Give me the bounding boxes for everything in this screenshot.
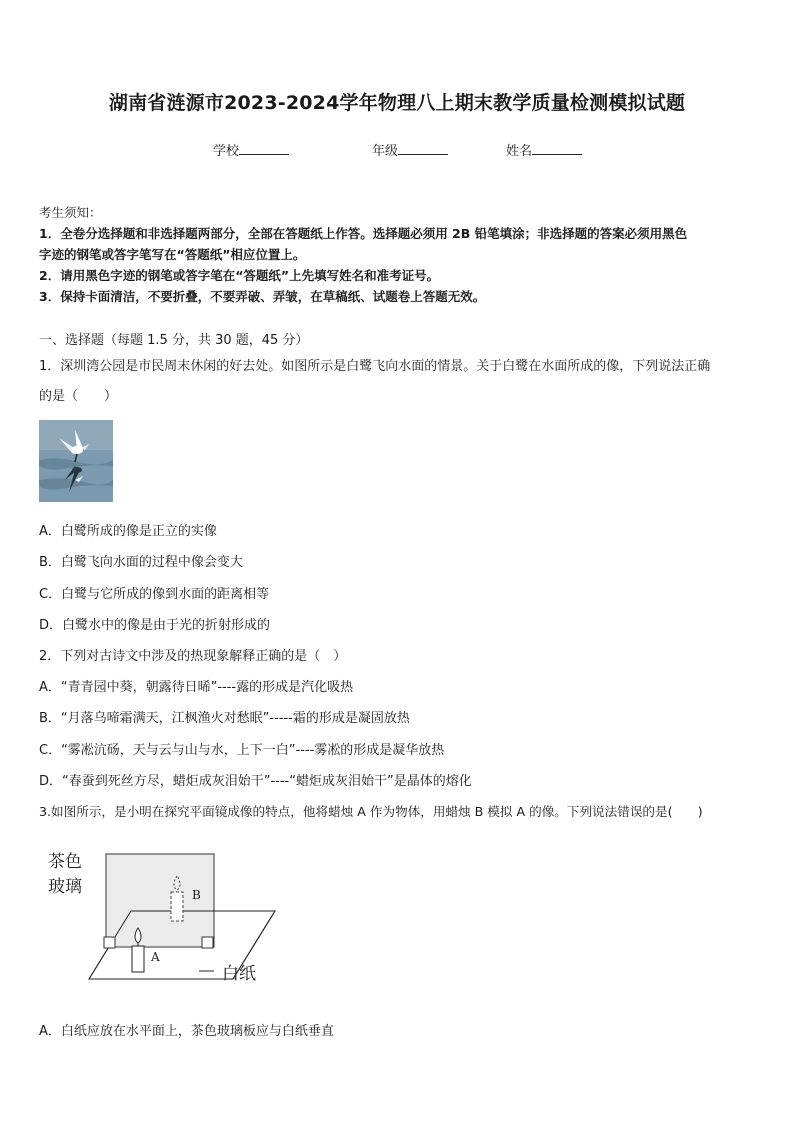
name-field xyxy=(506,140,582,159)
school-label: 学校 xyxy=(213,144,240,159)
candle-b-label: B xyxy=(192,888,201,902)
grade-label: 年级 xyxy=(372,144,399,159)
section-heading: 一、选择题（每题 1.5 分，共 30 题，45 分） xyxy=(39,333,309,348)
notice-item-1-line-2: 字迹的钢笔或答字笔写在“答题纸”相应位置上。 xyxy=(39,247,306,262)
question-1-option-d: D．白鹭水中的像是由于光的折射形成的 xyxy=(39,618,271,633)
grade-blank xyxy=(398,142,448,155)
paper-label: 白纸 xyxy=(222,964,256,984)
question-1-stem-line-1: 1．深圳湾公园是市民周末休闲的好去处。如图所示是白鹭飞向水面的情景。关于白鹭在水面所成的像，下列说法正确 xyxy=(39,359,711,374)
mirror-experiment-diagram xyxy=(42,842,282,992)
notice-item-2: 2．请用黑色字迹的钢笔或答字笔在“答题纸”上先填写姓名和准考证号。 xyxy=(39,268,440,283)
question-3-option-a: A．白纸应放在水平面上，茶色玻璃板应与白纸垂直 xyxy=(39,1024,334,1039)
question-2-option-b: B．“月落乌啼霜满天，江枫渔火对愁眠”-----霜的形成是凝固放热 xyxy=(39,711,410,726)
page-title: 湖南省涟源市2023-2024学年物理八上期末教学质量检测模拟试题 xyxy=(108,92,686,114)
grade-field xyxy=(372,140,448,159)
question-2-stem: 2．下列对古诗文中涉及的热现象解释正确的是（ ） xyxy=(39,649,347,664)
question-2-option-d: D．“春蚕到死丝方尽，蜡炬成灰泪始干”----“蜡炬成灰泪始干”是晶体的熔化 xyxy=(39,774,472,789)
glass-label-line-1: 茶色 xyxy=(48,852,82,872)
question-2-option-c: C．“雾凇沆砀，天与云与山与水，上下一白”----雾凇的形成是凝华放热 xyxy=(39,743,445,758)
candle-a-label: A xyxy=(151,950,160,964)
notice-item-1-line-1: 1．全卷分选择题和非选择题两部分，全部在答题纸上作答。选择题必须用 2B 铅笔填涂；非选择题的答案必须用黑色 xyxy=(39,226,688,241)
egret-illustration xyxy=(39,420,113,502)
school-blank xyxy=(239,142,289,155)
question-1-option-b: B．白鹭飞向水面的过程中像会变大 xyxy=(39,555,243,570)
glass-label-line-2: 玻璃 xyxy=(48,877,82,897)
egret-photo xyxy=(39,420,113,502)
name-label: 姓名 xyxy=(506,144,533,159)
notice-heading: 考生须知： xyxy=(39,205,102,220)
question-3-stem: 3.如图所示，是小明在探究平面镜成像的特点，他将蜡烛 A 作为物体，用蜡烛 B 模拟 A 的像。下列说法错误的是( ) xyxy=(39,804,703,819)
notice-item-3: 3．保持卡面清洁，不要折叠，不要弄破、弄皱，在草稿纸、试题卷上答题无效。 xyxy=(39,289,486,304)
question-1-option-a: A．白鹭所成的像是正立的实像 xyxy=(39,524,217,539)
question-2-option-a: A．“青青园中葵，朝露待日晞”----露的形成是汽化吸热 xyxy=(39,680,354,695)
name-blank xyxy=(532,142,582,155)
question-1-stem-line-2: 的是（ ） xyxy=(39,389,118,404)
school-field xyxy=(213,140,289,159)
question-1-option-c: C．白鹭与它所成的像到水面的距离相等 xyxy=(39,587,270,602)
